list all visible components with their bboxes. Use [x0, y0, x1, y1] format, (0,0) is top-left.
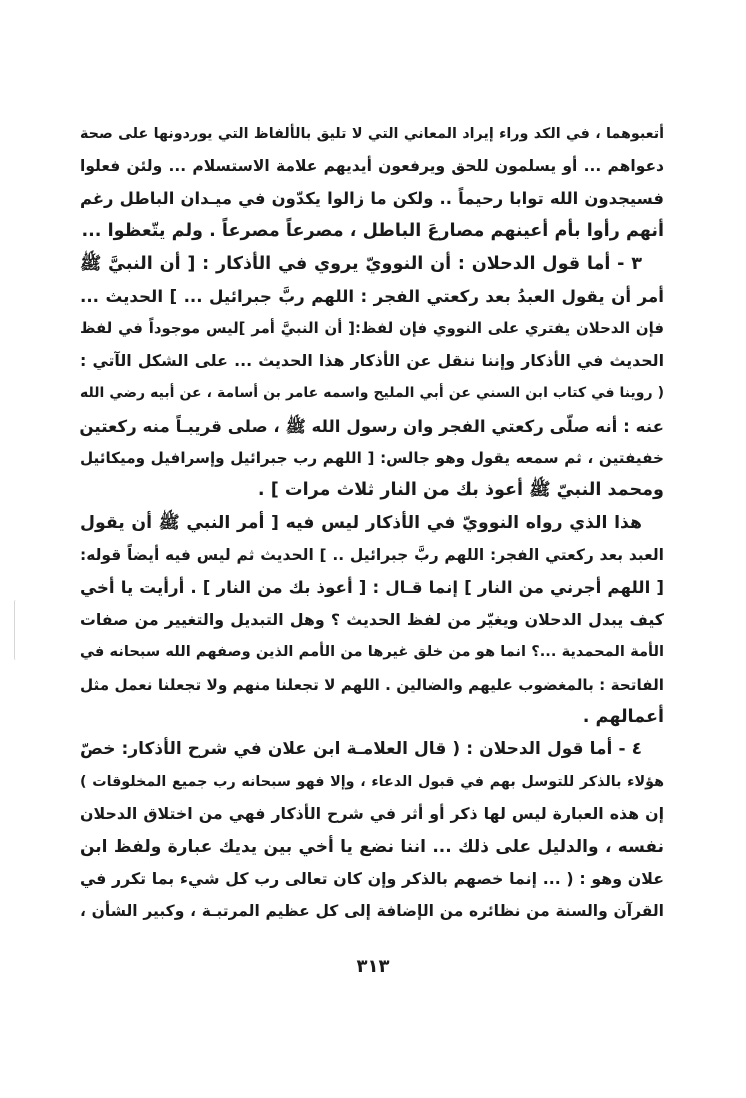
text-line: فسيجدون الله توابا رحيماً .. ولكن ما زالوا يكدّون في ميـدان الباطل رغم [80, 188, 664, 208]
text-line: نفسه ، والدليل على ذلك ... اننا نضع يا أخي بين يديك عبارة ولفظ ابن [80, 836, 664, 857]
text-line: الأمة المحمدية ...؟ انما هو من خلق غيرها من الأمم الذين وصفهم الله سبحانه في [80, 643, 664, 661]
text-line: الحديث في الأذكار وإننا ننقل عن الأذكار هذا الحديث ... على الشكل الآتي : [80, 350, 664, 370]
text-line: هؤلاء بالذكر للتوسل بهم في قبول الدعاء ، وإلا فهو سبحانه رب جميع المخلوقات ) [80, 773, 664, 790]
text-line: عنه : أنه صلّى ركعتي الفجر وان رسول الله ﷺ ، صلى قريبـاً منه ركعتين [79, 415, 664, 436]
text-line: هذا الذي رواه النوويّ في الأذكار ليس فيه [ أمر النبي ﷺ أن يقول [80, 512, 642, 533]
text-line: كيف يبدل الدحلان ويغيّر من لفظ الحديث ؟ وهل التبديل والتغيير من صفات [80, 609, 664, 629]
text-line: ٤ - أما قول الدحلان : ( قال العلامـة ابن علان في شرح الأذكار: خصّ [80, 739, 642, 760]
text-line: الفاتحة : بالمغضوب عليهم والضالين . اللهم لا تجعلنا منهم ولا تجعلنا نعمل مثل [80, 675, 664, 694]
text-line: ومحمد النبيّ ﷺ أعوذ بك من النار ثلاث مرات ] . [257, 480, 664, 501]
text-line: ( روينا في كتاب ابن السني عن أبي المليح واسمه عامر بن أسامة ، عن أبيه رضي الله [80, 385, 664, 402]
text-line: فإن الدحلان يفتري على النووي فإن لفظ:[ أن النبيَّ أمر ]ليس موجوداً في لفظ [80, 319, 664, 338]
text-line: أمر أن يقول العبدُ بعد ركعتي الفجر : اللهم ربَّ جبرائيل ... ] الحديث ... [80, 285, 664, 306]
text-line: القرآن والسنة من نظائره من الإضافة إلى كل عظيم المرتبـة ، وكبير الشأن ، [80, 902, 664, 921]
text-line: خفيفتين ، ثم سمعه يقول وهو جالس: [ اللهم رب جبرائيل وإسرافيل وميكائيل [80, 448, 664, 467]
text-line: دعواهم ... أو يسلمون للحق ويرفعون أيديهم علامة الاستسلام ... ولئن فعلوا [80, 157, 664, 176]
page-edge-mark [14, 600, 18, 660]
text-line: ٣ - أما قول الدحلان : أن النوويّ يروي في الأذكار : [ أن النبيَّ ﷺ [80, 253, 642, 274]
text-line: أعمالهم . [582, 707, 664, 728]
text-line: العبد بعد ركعتي الفجر: اللهم ربَّ جبرائيل .. ] الحديث ثم ليس فيه أيضاً قوله: [80, 546, 664, 565]
text-line: علان وهو : ( ... إنما خصهم بالذكر وإن كان تعالى رب كل شيء بما تكرر في [80, 868, 664, 888]
body-text [80, 118, 664, 928]
page-number: ٣١٣ [356, 956, 390, 977]
text-line: [ اللهم أجرني من النار ] إنما قـال : [ أعوذ بك من النار ] . أرأيت يا أخي [80, 577, 664, 598]
text-line: إن هذه العبارة ليس لها ذكر أو أثر في شرح الأذكار فهي من اختلاق الدحلان [80, 804, 664, 824]
text-line: أتعبوهما ، في الكد وراء إيراد المعاني التي لا تليق بالألفاظ التي يوردونها على صحة [80, 126, 664, 142]
text-line: أنهم رأوا بأم أعينهم مصارعَ الباطل ، مصرعاً مصرعاً . ولم يتّعظوا ... [81, 221, 664, 242]
